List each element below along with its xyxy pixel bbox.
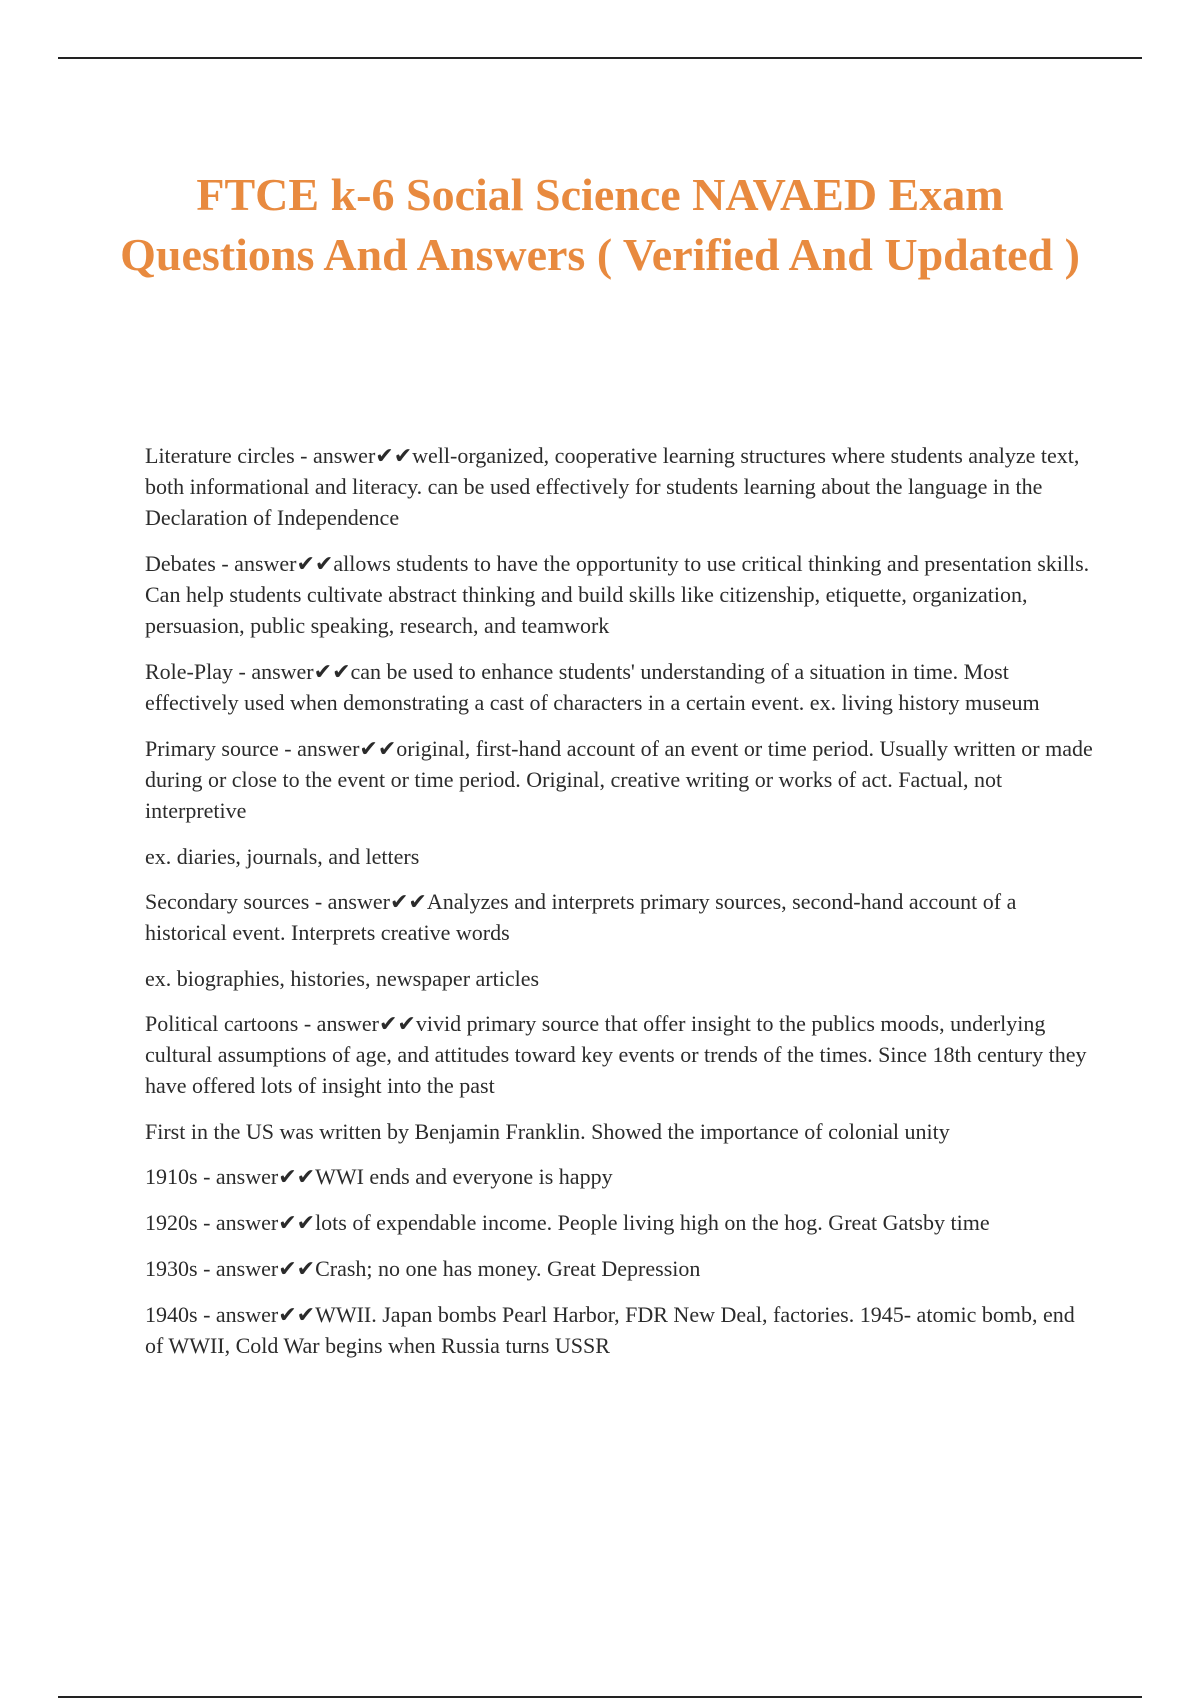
entry-7 — [145, 1008, 1095, 1101]
entry-term: 1920s — [145, 1210, 198, 1235]
answer-marker: - answer✔✔ — [197, 1256, 316, 1281]
entry-3 — [145, 733, 1095, 826]
answer-marker: - answer✔✔ — [233, 659, 351, 684]
entry-0 — [145, 440, 1095, 533]
title-block — [100, 165, 1100, 285]
answer-marker: - answer✔✔ — [197, 1210, 316, 1235]
entry-term: Literature circles — [145, 443, 295, 468]
entry-term: Role-Play — [145, 659, 233, 684]
bottom-rule — [58, 1696, 1142, 1698]
answer-marker: - answer✔✔ — [197, 1302, 316, 1327]
answer-marker: - answer✔✔ — [278, 736, 397, 761]
document-body — [145, 440, 1095, 1376]
entry-definition: allows students to have the opportunity to use critical thinking and presentation skills. Can help students cultivate abstract thinking and build skills like citizenship, etiquette, organization, persuasion, public speaking, research, and teamwork — [145, 551, 1090, 638]
entry-definition: Analyzes and interprets primary sources, second-hand account of a historical event. Interprets creative words — [145, 889, 1017, 945]
entry-term: Political cartoons — [145, 1011, 299, 1036]
entry-1 — [145, 548, 1095, 641]
entry-definition: original, first-hand account of an event or time period. Usually written or made during or close to the event or time period. Original, creative writing or works of act. Factual, not interpretive — [145, 736, 1093, 823]
entry-2 — [145, 656, 1095, 718]
entry-definition: can be used to enhance students' understanding of a situation in time. Most effectively used when demonstrating a cast of characters in a certain event. ex. living history museum — [145, 659, 1040, 715]
document-title: FTCE k-6 Social Science NAVAED Exam Questions And Answers ( Verified And Updated ) — [120, 169, 1080, 280]
entry-term: Primary source — [145, 736, 279, 761]
entry-definition: lots of expendable income. People living high on the hog. Great Gatsby time — [315, 1210, 990, 1235]
entry-term: 1910s — [145, 1164, 198, 1189]
entry-term: 1940s — [145, 1302, 198, 1327]
entry-definition: Crash; no one has money. Great Depression — [315, 1256, 701, 1281]
entry-9 — [145, 1161, 1095, 1192]
entry-definition: WWI ends and everyone is happy — [315, 1164, 613, 1189]
entry-12 — [145, 1299, 1095, 1361]
entry-definition: WWII. Japan bombs Pearl Harbor, FDR New Deal, factories. 1945- atomic bomb, end of WWII, Cold War begins when Russia turns USSR — [145, 1302, 1075, 1358]
answer-marker: - answer✔✔ — [197, 1164, 316, 1189]
entry-note: ex. diaries, journals, and letters — [145, 844, 420, 869]
entry-definition: vivid primary source that offer insight to the publics moods, underlying cultural assumptions of age, and attitudes toward key events or trends of the times. Since 18th century they have offered lots of insight into the past — [145, 1011, 1087, 1098]
answer-marker: - answer✔✔ — [298, 1011, 416, 1036]
entry-10 — [145, 1207, 1095, 1238]
entry-term: Debates — [145, 551, 216, 576]
answer-marker: - answer✔✔ — [309, 889, 427, 914]
entry-term: 1930s — [145, 1256, 198, 1281]
entry-note: First in the US was written by Benjamin Franklin. Showed the importance of colonial unity — [145, 1119, 950, 1144]
entry-definition: well-organized, cooperative learning structures where students analyze text, both informational and literacy. can be used effectively for students learning about the language in the Declaration of Independence — [145, 443, 1080, 530]
top-rule — [58, 57, 1142, 59]
answer-marker: - answer✔✔ — [294, 443, 413, 468]
entry-note: ex. biographies, histories, newspaper articles — [145, 966, 540, 991]
answer-marker: - answer✔✔ — [215, 551, 334, 576]
entry-11 — [145, 1253, 1095, 1284]
entry-term: Secondary sources — [145, 889, 310, 914]
entry-5 — [145, 886, 1095, 948]
